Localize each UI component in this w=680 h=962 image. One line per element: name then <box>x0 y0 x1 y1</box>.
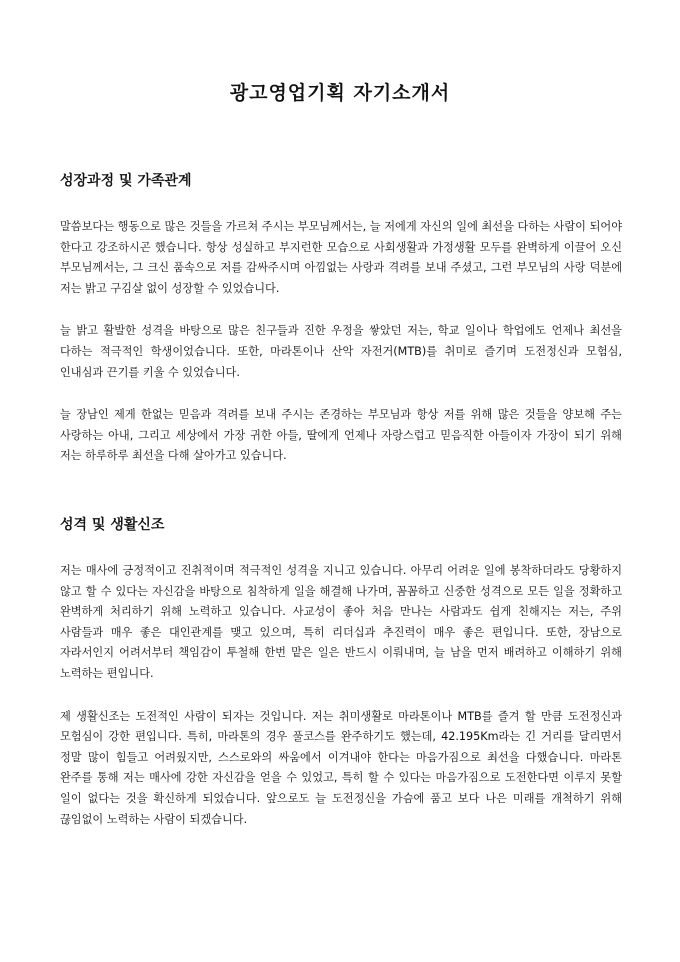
paragraph: 늘 밝고 활발한 성격을 바탕으로 많은 친구들과 진한 우정을 쌓았던 저는, 학교 일이나 학업에도 언제나 최선을 다하는 적극적인 학생이었습니다. 또한, 마라톤이나 산악 자전거(MTB)를 취미로 즐기며 도전정신과 모험심, 인내심과 끈기를 키울 수 있었습니다. <box>60 324 622 379</box>
paragraph: 말씀보다는 행동으로 많은 것들을 가르쳐 주시는 부모님께서는, 늘 저에게 자신의 일에 최선을 다하는 사람이 되어야 한다고 강조하시곤 했습니다. 항상 성실하고 부지런한 모습으로 사회생활과 가정생활 모두를 완벽하게 이끌어 오신 부모님께서는, 그 크신 품속으로 저를 감싸주시며 아낌없는 사랑과 격려를 보내 주셨고, 그런 부모님의 사랑 덕분에 저는 밝고 구김살 없이 성장할 수 있었습니다. <box>60 220 622 295</box>
section-heading: 성격 및 생활신조 <box>60 517 165 533</box>
document-title: 광고영업기획 자기소개서 <box>229 82 451 104</box>
paragraph: 저는 매사에 긍정적이고 진취적이며 적극적인 성격을 지니고 있습니다. 아무리 어려운 일에 봉착하더라도 당황하지 않고 할 수 있다는 자신감을 바탕으로 침착하게 일을 해결해 나가며, 꼼꼼하고 신중한 성격으로 모든 일을 정확하고 완벽하게 처리하기 위해 노력하고 있습니다. 사교성이 좋아 처음 만나는 사람과도 쉽게 친해지는 저는, 주위 사람들과 매우 좋은 대인관계를 맺고 있으며, 특히 리더십과 추진력이 매우 좋은 편입니다. 또한, 장남으로 자라서인지 어려서부터 책임감이 투철해 한번 맡은 일은 반드시 이뤄내며, 늘 남을 먼저 배려하고 이해하기 위해 노력하는 편입니다. <box>60 564 622 680</box>
section-personality-motto <box>60 516 622 852</box>
paragraph: 제 생활신조는 도전적인 사람이 되자는 것입니다. 저는 취미생활로 마라톤이나 MTB를 즐겨 할 만큼 도전정신과 모험심이 강한 편입니다. 특히, 마라톤의 경우 풀코스를 완주하기도 했는데, 42.195Km라는 긴 거리를 달리면서 정말 많이 힘들고 어려웠지만, 스스로와의 싸움에서 이겨내야 한다는 마음가짐으로 최선을 다했습니다. 마라톤 완주를 통해 저는 매사에 강한 자신감을 얻을 수 있었고, 특히 할 수 있다는 마음가짐으로 도전한다면 이루지 못할 일이 없다는 것을 확신하게 되었습니다. 앞으로도 늘 도전정신을 가슴에 품고 보다 나은 미래를 개척하기 위해 끊임없이 노력하는 사람이 되겠습니다. <box>60 709 622 826</box>
section-heading: 성장과정 및 가족관계 <box>60 173 192 189</box>
paragraph: 늘 장남인 제게 한없는 믿음과 격려를 보내 주시는 존경하는 부모님과 항상 저를 위해 많은 것들을 양보해 주는 사랑하는 아내, 그리고 세상에서 가장 귀한 아들, 딸에게 언제나 자랑스럽고 믿음직한 아들이자 가장이 되기 위해 저는 하루하루 최선을 다해 살아가고 있습니다. <box>60 408 622 463</box>
section-family-background <box>60 172 622 489</box>
